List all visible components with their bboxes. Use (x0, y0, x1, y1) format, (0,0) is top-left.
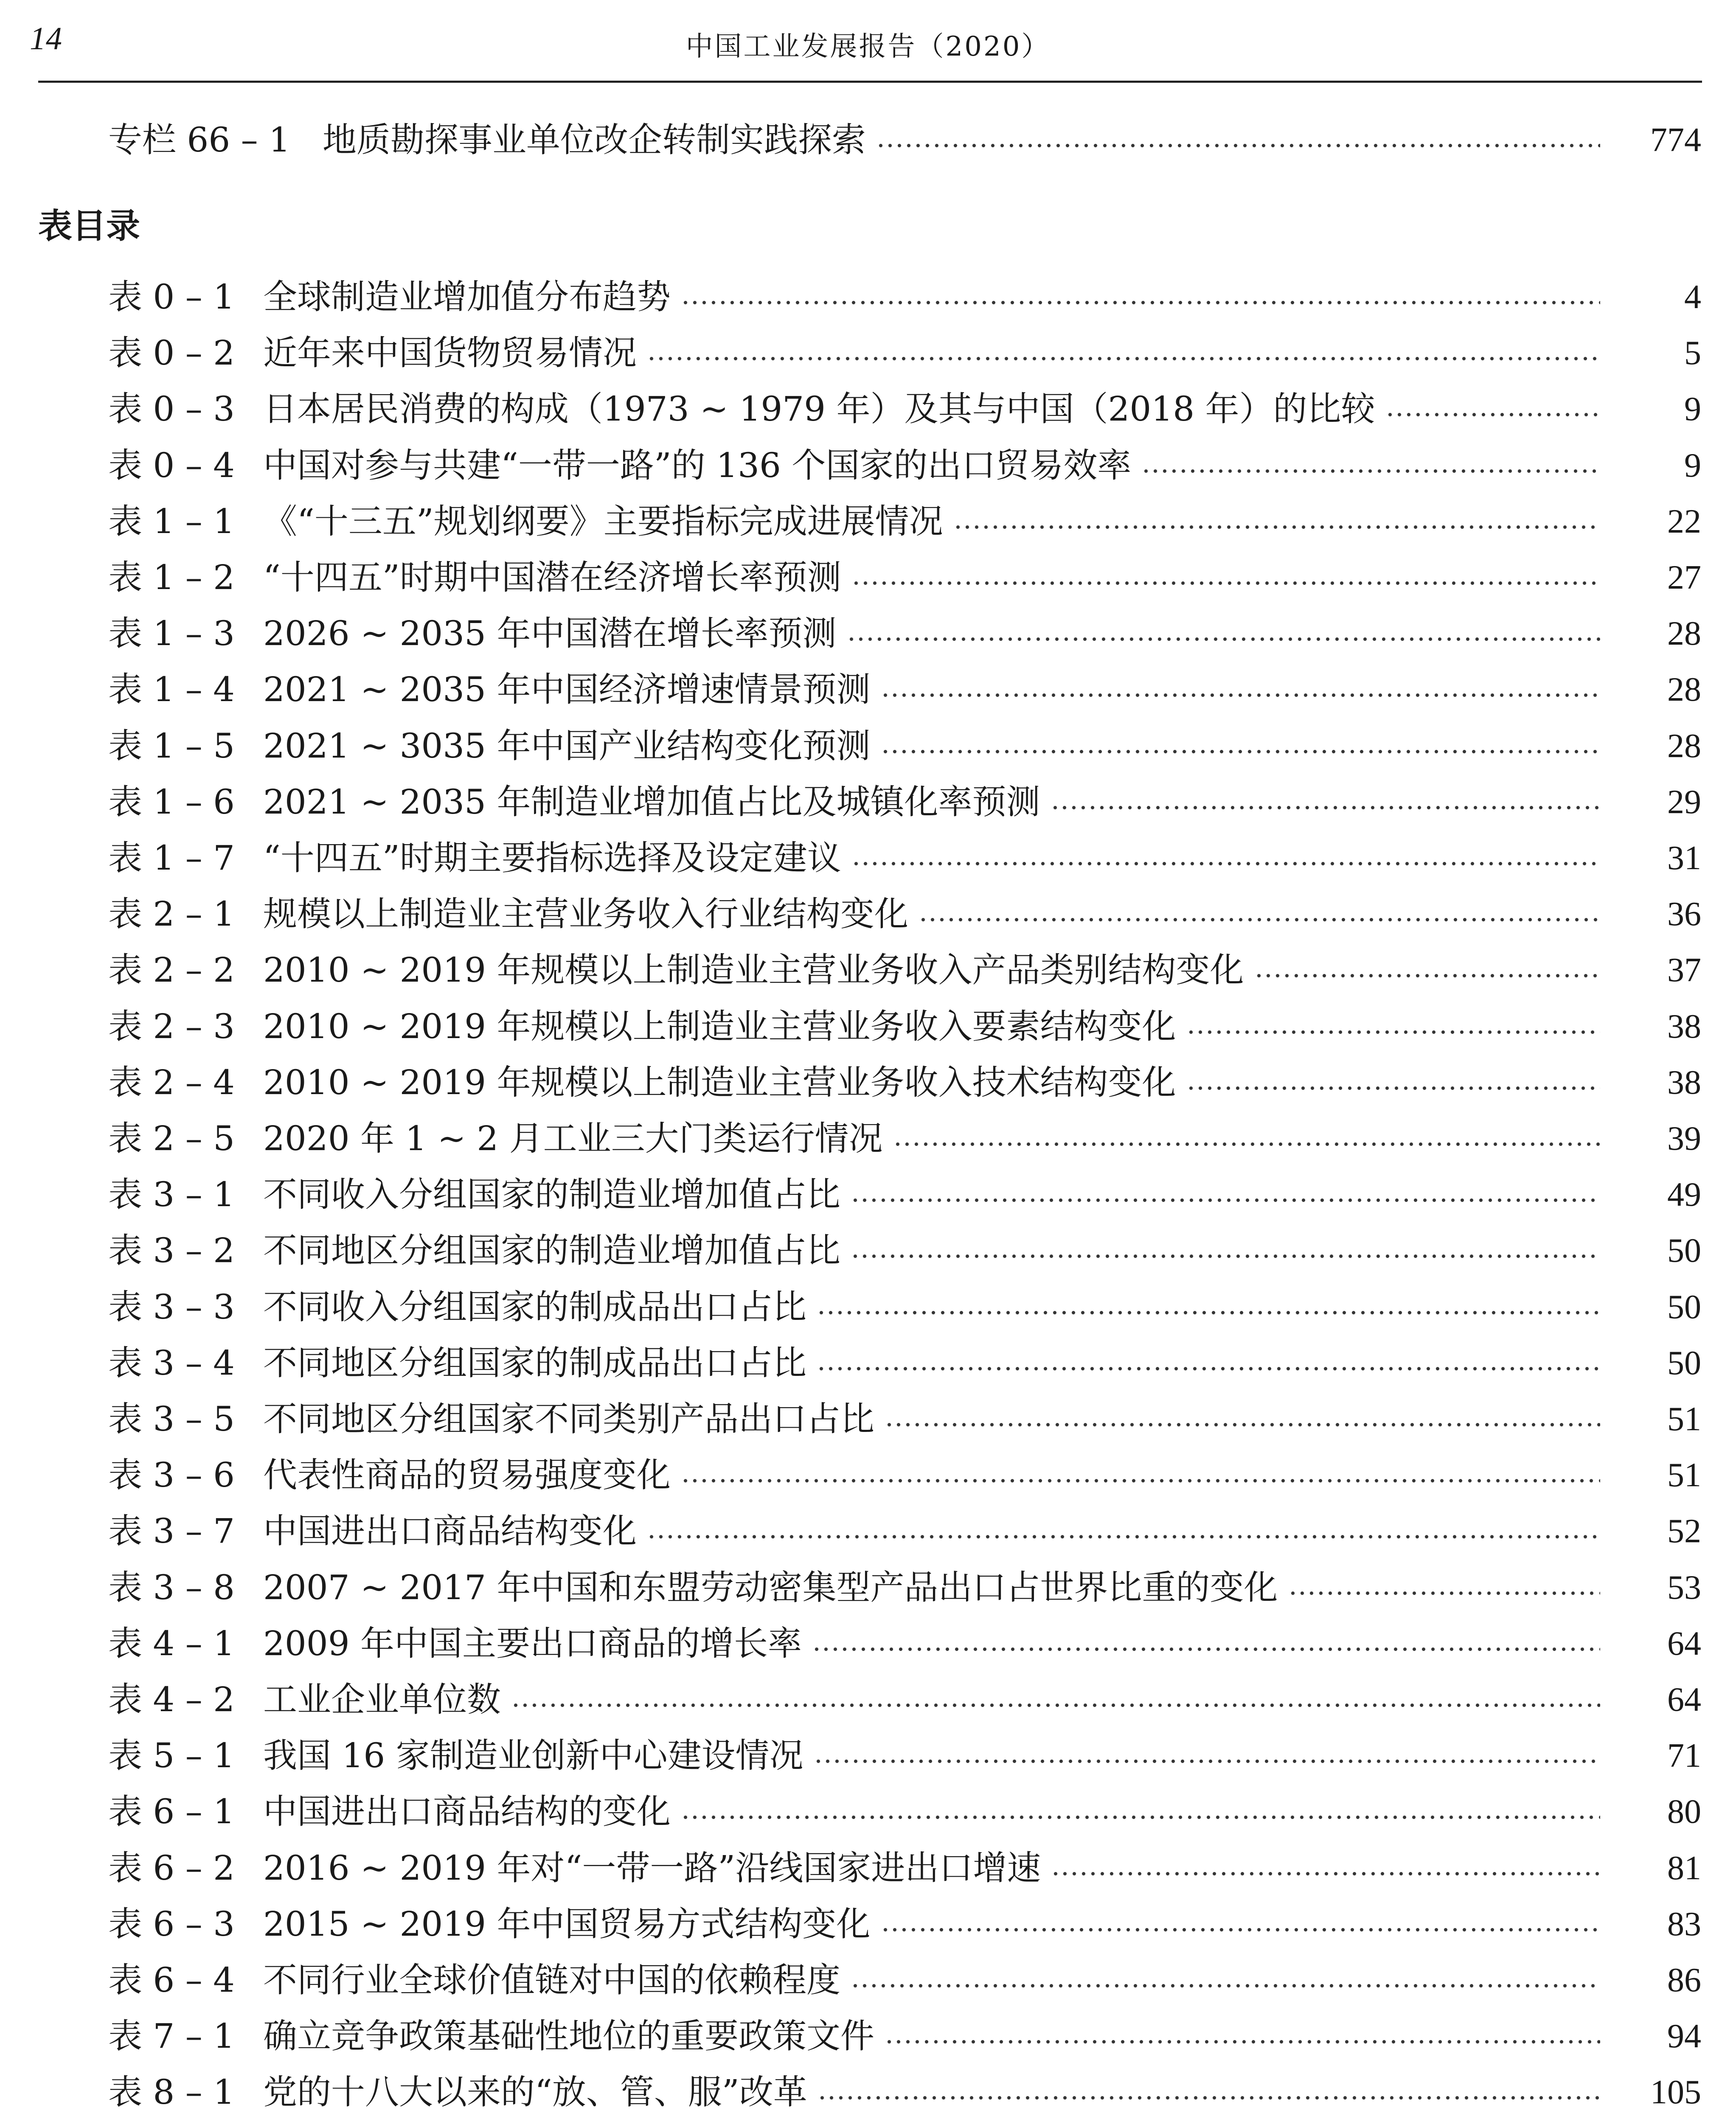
entry-label: 表 1 – 7 (108, 838, 235, 878)
entry-page-number: 80 (1667, 1793, 1701, 1831)
dot-leader (885, 2011, 1600, 2062)
table-entry-row[interactable] (0, 1225, 1736, 1276)
table-entry-row[interactable] (0, 328, 1736, 379)
entry-label: 表 6 – 2 (108, 1848, 235, 1888)
dot-leader (851, 1225, 1600, 1276)
entry-title: 不同地区分组国家的制造业增加值占比 (263, 1231, 840, 1271)
entry-title: 日本居民消费的构成（1973 ~ 1979 年）及其与中国（2018 年）的比较 (263, 389, 1375, 429)
entry-title: 不同收入分组国家的制造业增加值占比 (263, 1175, 840, 1215)
entry-label: 表 0 – 1 (108, 277, 235, 317)
entry-label: 表 1 – 3 (108, 614, 235, 654)
entry-title: 近年来中国货物贸易情况 (263, 333, 637, 373)
table-entry-row[interactable] (0, 2011, 1736, 2062)
entry-page-number: 29 (1667, 783, 1701, 821)
entry-title: 2007 ~ 2017 年中国和东盟劳动密集型产品出口占世界比重的变化 (263, 1567, 1278, 1607)
entry-page-number: 9 (1684, 390, 1701, 428)
entry-title: 2021 ~ 2035 年制造业增加值占比及城镇化率预测 (263, 782, 1040, 822)
entry-title: 中国进出口商品结构变化 (263, 1511, 637, 1551)
entry-title: 不同地区分组国家不同类别产品出口占比 (263, 1399, 874, 1439)
dot-leader (847, 608, 1600, 659)
table-entry-row[interactable] (0, 1674, 1736, 1725)
table-entry-row[interactable] (0, 1169, 1736, 1220)
entry-title: 全球制造业增加值分布趋势 (263, 277, 671, 317)
dot-leader (1288, 1562, 1600, 1613)
table-entry-row[interactable] (0, 552, 1736, 603)
entry-label: 表 7 – 1 (108, 2016, 235, 2056)
dot-leader (647, 328, 1600, 379)
entry-page-number: 51 (1667, 1457, 1701, 1494)
entry-page-number: 71 (1667, 1737, 1701, 1775)
entry-page-number: 5 (1684, 334, 1701, 372)
entry-label: 表 2 – 2 (108, 950, 235, 990)
entry-title: 中国对参与共建“一带一路”的 136 个国家的出口贸易效率 (263, 445, 1132, 485)
table-entry-row[interactable] (0, 496, 1736, 547)
entry-title: 《“十三五”规划纲要》主要指标完成进展情况 (263, 501, 943, 541)
entry-title: 不同地区分组国家的制成品出口占比 (263, 1343, 806, 1383)
page-number: 14 (30, 21, 62, 56)
entry-label: 表 4 – 2 (108, 1680, 235, 1719)
entry-page-number: 81 (1667, 1849, 1701, 1887)
table-entry-row[interactable] (0, 833, 1736, 884)
table-entry-row[interactable] (0, 1282, 1736, 1333)
dot-leader (851, 833, 1600, 884)
entry-label: 表 3 – 8 (108, 1567, 235, 1607)
entry-page-number: 37 (1667, 952, 1701, 989)
dot-leader (681, 272, 1600, 323)
entry-title: 2020 年 1 ~ 2 月工业三大门类运行情况 (263, 1119, 883, 1158)
entry-title: 2015 ~ 2019 年中国贸易方式结构变化 (263, 1904, 871, 1944)
dot-leader (851, 1169, 1600, 1220)
entry-label: 表 2 – 3 (108, 1006, 235, 1046)
table-entry-row[interactable] (0, 721, 1736, 772)
entry-page-number: 38 (1667, 1064, 1701, 1101)
dot-leader (1051, 1843, 1600, 1894)
dot-leader (1385, 384, 1600, 435)
entry-label: 表 0 – 2 (108, 333, 235, 373)
table-entry-row[interactable] (0, 1113, 1736, 1164)
entry-page-number: 9 (1684, 446, 1701, 484)
table-entry-row[interactable] (0, 384, 1736, 435)
entry-page-number: 4 (1684, 278, 1701, 316)
table-entry-row[interactable] (0, 1618, 1736, 1669)
dot-leader (647, 1506, 1600, 1557)
dot-leader (1141, 440, 1600, 491)
entry-title: 2026 ~ 2035 年中国潜在增长率预测 (263, 614, 837, 654)
entry-page-number: 53 (1667, 1569, 1701, 1606)
entry-label: 表 1 – 2 (108, 558, 235, 597)
dot-leader (953, 496, 1600, 547)
dot-leader (1051, 777, 1600, 828)
column-entry-row[interactable] (0, 115, 1736, 166)
entry-label: 表 3 – 6 (108, 1455, 235, 1495)
dot-leader (511, 1674, 1600, 1725)
entry-label: 表 3 – 4 (108, 1343, 235, 1383)
entry-page-number: 64 (1667, 1681, 1701, 1718)
entry-label: 表 0 – 4 (108, 445, 235, 485)
entry-title: 2016 ~ 2019 年对“一带一路”沿线国家进出口增速 (263, 1848, 1041, 1888)
entry-label: 表 1 – 6 (108, 782, 235, 822)
table-entry-row[interactable] (0, 1394, 1736, 1445)
entry-page-number: 31 (1667, 839, 1701, 877)
entry-page-number: 27 (1667, 559, 1701, 596)
entry-title: “十四五”时期中国潜在经济增长率预测 (263, 558, 841, 597)
entry-label: 表 3 – 3 (108, 1287, 235, 1327)
dot-leader (681, 1450, 1600, 1501)
entry-page-number: 51 (1667, 1401, 1701, 1438)
entry-page-number: 49 (1667, 1176, 1701, 1214)
table-entry-row[interactable] (0, 1001, 1736, 1052)
table-entry-row[interactable] (0, 1338, 1736, 1389)
dot-leader (851, 1955, 1600, 2006)
dot-leader (1186, 1001, 1600, 1052)
entry-page-number: 86 (1667, 1962, 1701, 1999)
entry-title: 确立竞争政策基础性地位的重要政策文件 (263, 2016, 874, 2056)
entry-label: 表 8 – 1 (108, 2072, 235, 2112)
dot-leader (851, 552, 1600, 603)
tables-section-title: 表目录 (38, 206, 140, 246)
table-entry-row[interactable] (0, 1730, 1736, 1781)
running-title: 中国工业发展报告（2020） (685, 31, 1051, 62)
entry-page-number: 50 (1667, 1344, 1701, 1382)
table-entry-row[interactable] (0, 1786, 1736, 1837)
entry-page-number: 28 (1667, 727, 1701, 765)
table-entry-row[interactable] (0, 945, 1736, 996)
entry-title: 2009 年中国主要出口商品的增长率 (263, 1623, 802, 1663)
entry-label: 表 6 – 1 (108, 1792, 235, 1832)
entry-title: 我国 16 家制造业创新中心建设情况 (263, 1736, 803, 1776)
entry-label: 表 5 – 1 (108, 1736, 235, 1776)
entry-label: 表 3 – 5 (108, 1399, 235, 1439)
entry-title: 中国进出口商品结构的变化 (263, 1792, 671, 1832)
entry-page-number: 52 (1667, 1513, 1701, 1550)
entry-label: 表 2 – 5 (108, 1119, 235, 1158)
dot-leader (881, 1899, 1600, 1950)
dot-leader (881, 664, 1600, 715)
dot-leader (814, 1730, 1600, 1781)
entry-label: 表 0 – 3 (108, 389, 235, 429)
entry-title: 2010 ~ 2019 年规模以上制造业主营业务收入产品类别结构变化 (263, 950, 1244, 990)
entry-title: 地质勘探事业单位改企转制实践探索 (323, 120, 866, 160)
entry-title: 规模以上制造业主营业务收入行业结构变化 (263, 894, 908, 934)
table-entry-row[interactable] (0, 440, 1736, 491)
dot-leader (876, 115, 1600, 166)
dot-leader (817, 1338, 1600, 1389)
entry-label: 表 6 – 3 (108, 1904, 235, 1944)
entry-page-number: 28 (1667, 615, 1701, 653)
dot-leader (817, 2067, 1600, 2118)
entry-title: “十四五”时期主要指标选择及设定建议 (263, 838, 841, 878)
dot-leader (681, 1786, 1600, 1837)
dot-leader (1186, 1057, 1600, 1108)
entry-label: 专栏 66 – 1 (108, 120, 290, 160)
entry-label: 表 3 – 7 (108, 1511, 235, 1551)
entry-title: 2021 ~ 2035 年中国经济增速情景预测 (263, 670, 871, 710)
entry-title: 代表性商品的贸易强度变化 (263, 1455, 671, 1495)
entry-page-number: 94 (1667, 2018, 1701, 2055)
table-entry-row[interactable] (0, 1955, 1736, 2006)
entry-page-number: 64 (1667, 1625, 1701, 1662)
entry-title: 工业企业单位数 (263, 1680, 501, 1719)
entry-label: 表 6 – 4 (108, 1960, 235, 2000)
entry-page-number: 50 (1667, 1288, 1701, 1326)
entry-title: 2010 ~ 2019 年规模以上制造业主营业务收入技术结构变化 (263, 1062, 1176, 1102)
entry-label: 表 1 – 4 (108, 670, 235, 710)
dot-leader (919, 889, 1600, 940)
entry-label: 表 3 – 2 (108, 1231, 235, 1271)
entry-page-number: 83 (1667, 1905, 1701, 1943)
table-entry-row[interactable] (0, 1899, 1736, 1950)
table-entry-row[interactable] (0, 1843, 1736, 1894)
table-entry-row[interactable] (0, 608, 1736, 659)
dot-leader (812, 1618, 1600, 1669)
entry-label: 表 2 – 1 (108, 894, 235, 934)
entry-label: 表 1 – 1 (108, 501, 235, 541)
table-entry-row[interactable] (0, 889, 1736, 940)
entry-page-number: 774 (1650, 121, 1701, 159)
table-entry-row[interactable] (0, 777, 1736, 828)
table-entry-row[interactable] (0, 1506, 1736, 1557)
table-entry-row[interactable] (0, 1057, 1736, 1108)
entry-label: 表 3 – 1 (108, 1175, 235, 1215)
entry-title: 2010 ~ 2019 年规模以上制造业主营业务收入要素结构变化 (263, 1006, 1176, 1046)
dot-leader (881, 721, 1600, 772)
table-entry-row[interactable] (0, 664, 1736, 715)
entry-page-number: 28 (1667, 671, 1701, 709)
entry-page-number: 22 (1667, 502, 1701, 540)
entry-label: 表 2 – 4 (108, 1062, 235, 1102)
dot-leader (893, 1113, 1600, 1164)
table-entry-row[interactable] (0, 1562, 1736, 1613)
entry-title: 不同收入分组国家的制成品出口占比 (263, 1287, 806, 1327)
entry-label: 表 4 – 1 (108, 1623, 235, 1663)
table-entry-row[interactable] (0, 1450, 1736, 1501)
entry-page-number: 38 (1667, 1008, 1701, 1045)
table-entry-row[interactable] (0, 2067, 1736, 2118)
entry-label: 表 1 – 5 (108, 726, 235, 766)
dot-leader (1254, 945, 1600, 996)
entry-page-number: 105 (1650, 2074, 1701, 2111)
dot-leader (885, 1394, 1600, 1445)
entry-title: 党的十八大以来的“放、管、服”改革 (263, 2072, 807, 2112)
table-entry-row[interactable] (0, 272, 1736, 323)
entry-title: 2021 ~ 3035 年中国产业结构变化预测 (263, 726, 871, 766)
entry-title: 不同行业全球价值链对中国的依赖程度 (263, 1960, 840, 2000)
dot-leader (817, 1282, 1600, 1333)
entry-page-number: 50 (1667, 1232, 1701, 1270)
entry-page-number: 36 (1667, 895, 1701, 933)
entry-page-number: 39 (1667, 1120, 1701, 1157)
